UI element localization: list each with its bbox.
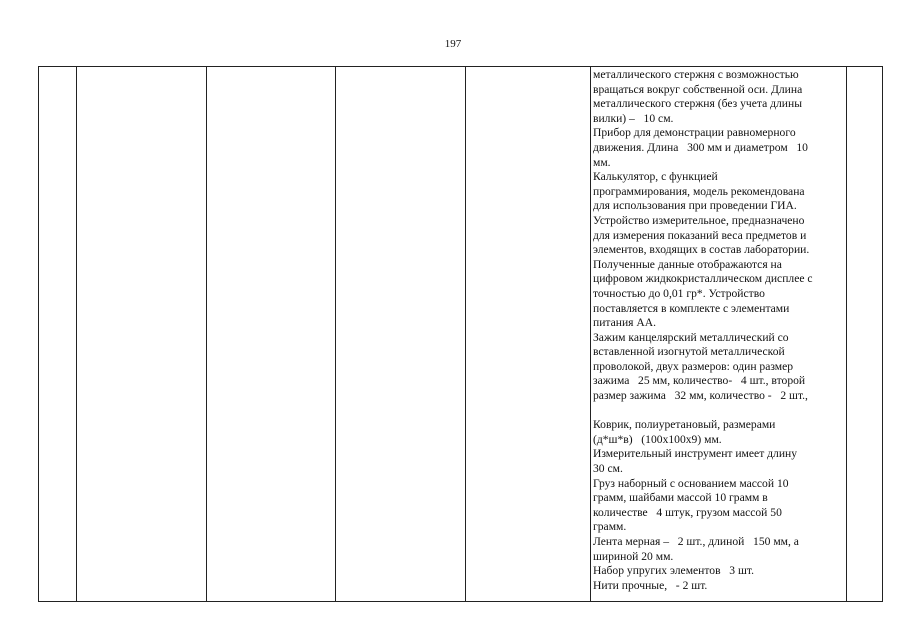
description-line: программирования, модель рекомендована xyxy=(593,184,805,198)
description-line: (д*ш*в) (100х100х9) мм. xyxy=(593,432,722,446)
description-line: Прибор для демонстрации равномерного xyxy=(593,126,796,140)
description-line: Устройство измерительное, предназначено xyxy=(593,213,805,227)
description-line: вилки) – 10 см. xyxy=(593,111,674,125)
description-line: элементов, входящих в состав лаборатории. xyxy=(593,243,810,257)
description-line: для измерения показаний веса предметов и xyxy=(593,228,807,242)
description-line xyxy=(593,404,845,419)
description-line: поставляется в комплекте с элементами xyxy=(593,301,790,315)
column-divider xyxy=(846,67,847,601)
description-line: для использования при проведении ГИА. xyxy=(593,199,797,213)
description-line: металлического стержня с возможностью xyxy=(593,68,799,81)
column-divider xyxy=(465,67,466,601)
description-line: движения. Длина 300 мм и диаметром 10 xyxy=(593,140,808,154)
description-line: Груз наборный с основанием массой 10 xyxy=(593,476,789,490)
description-line: металлического стержня (без учета длины xyxy=(593,97,803,111)
description-line: Измерительный инструмент имеет длину xyxy=(593,447,798,461)
description-line: грамм. xyxy=(593,520,627,534)
description-line: шириной 20 мм. xyxy=(593,549,674,563)
description-line: проволокой, двух размеров: один размер xyxy=(593,359,794,373)
description-line: Нити прочные, - 2 шт. xyxy=(593,578,708,592)
description-cell xyxy=(593,68,845,602)
description-line: вставленной изогнутой металлической xyxy=(593,345,785,359)
column-divider xyxy=(206,67,207,601)
description-line: Лента мерная – 2 шт., длиной 150 мм, а xyxy=(593,535,799,548)
description-line: мм. xyxy=(593,155,611,169)
description-line: питания АА. xyxy=(593,316,657,330)
specification-table xyxy=(38,66,883,602)
column-divider xyxy=(335,67,336,601)
description-line: 30 см. xyxy=(593,462,623,476)
description-line: точностью до 0,01 гр*. Устройство xyxy=(593,286,765,300)
description-line: Набор упругих элементов 3 шт. xyxy=(593,564,754,578)
description-line: вращаться вокруг собственной оси. Длина xyxy=(593,82,803,96)
description-line: цифровом жидкокристаллическом дисплее с xyxy=(593,272,813,286)
description-line: грамм, шайбами массой 10 грамм в xyxy=(593,491,768,505)
description-line: Коврик, полиуретановый, размерами xyxy=(593,418,776,432)
description-line: зажима 25 мм, количество- 4 шт., второй xyxy=(593,374,806,388)
column-divider xyxy=(76,67,77,601)
page-number: 197 xyxy=(444,38,462,50)
column-divider xyxy=(590,67,591,601)
description-line: Полученные данные отображаются на xyxy=(593,257,782,271)
description-line: размер зажима 32 мм, количество - 2 шт., xyxy=(593,389,808,403)
description-line: Зажим канцелярский металлический со xyxy=(593,330,789,344)
description-line: Калькулятор, с функцией xyxy=(593,170,718,184)
description-line: количестве 4 штук, грузом массой 50 xyxy=(593,505,782,519)
